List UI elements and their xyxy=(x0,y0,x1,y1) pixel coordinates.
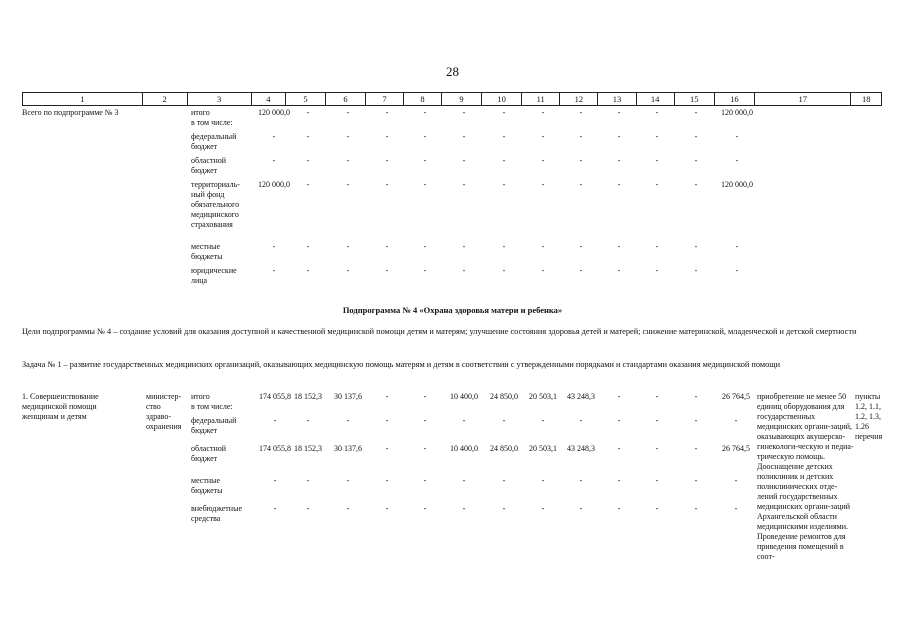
funding-source: федеральный бюджет xyxy=(191,132,237,151)
value-col-7: - xyxy=(385,504,389,513)
value-col-6: 30 137,6 xyxy=(334,392,362,401)
value-col-11: - xyxy=(541,476,545,485)
value-dash: - xyxy=(541,108,545,117)
value-col-14: - xyxy=(655,476,659,485)
value-col-14: - xyxy=(655,416,659,425)
value-col-12: - xyxy=(579,416,583,425)
value-col-8: - xyxy=(423,444,427,453)
value-dash: - xyxy=(617,266,621,275)
value-col-7: - xyxy=(385,476,389,485)
column-header-4: 4 xyxy=(251,93,285,106)
value-dash: - xyxy=(385,242,389,251)
funding-source: федеральный бюджет xyxy=(191,416,237,435)
value-dash: - xyxy=(579,242,583,251)
column-header-12: 12 xyxy=(560,93,598,106)
value-col-7: - xyxy=(385,444,389,453)
value-col-15: - xyxy=(694,444,698,453)
value-col-7: - xyxy=(385,416,389,425)
value-dash: - xyxy=(694,132,698,141)
value-col-4: - xyxy=(272,266,276,275)
value-col-4: 174 055,8 xyxy=(259,444,291,453)
value-col-4: - xyxy=(273,416,277,425)
value-col-5: 18 152,3 xyxy=(294,392,322,401)
value-dash: - xyxy=(385,108,389,117)
value-col-12: - xyxy=(579,504,583,513)
funding-source: местные бюджеты xyxy=(191,242,223,261)
column-header-10: 10 xyxy=(482,93,522,106)
value-dash: - xyxy=(385,266,389,275)
value-col-11: - xyxy=(541,504,545,513)
value-dash: - xyxy=(423,132,427,141)
value-dash: - xyxy=(694,242,698,251)
page-number: 28 xyxy=(446,64,459,79)
value-dash: - xyxy=(541,132,545,141)
value-col-14: - xyxy=(655,504,659,513)
value-col-4: 174 055,8 xyxy=(259,392,291,401)
value-col-16: - xyxy=(735,266,739,275)
value-dash: - xyxy=(655,266,659,275)
value-dash: - xyxy=(655,180,659,189)
value-col-4: - xyxy=(272,156,276,165)
value-col-9: 10 400,0 xyxy=(450,444,478,453)
value-dash: - xyxy=(346,156,350,165)
column-header-5: 5 xyxy=(285,93,325,106)
value-dash: - xyxy=(502,156,506,165)
value-col-4: - xyxy=(272,242,276,251)
value-dash: - xyxy=(462,242,466,251)
column-header-13: 13 xyxy=(598,93,636,106)
value-dash: - xyxy=(541,156,545,165)
funding-source: областной бюджет xyxy=(191,156,227,175)
value-col-5: 18 152,3 xyxy=(294,444,322,453)
funding-source: юридические лица xyxy=(191,266,237,285)
block-name: Всего по подпрограмме № 3 xyxy=(22,108,119,117)
value-dash: - xyxy=(502,242,506,251)
value-col-13: - xyxy=(617,504,621,513)
value-col-10: 24 850,0 xyxy=(490,444,518,453)
value-col-14: - xyxy=(655,444,659,453)
column-header-14: 14 xyxy=(636,93,674,106)
measure-name: 1. Совершенствование медицинской помощи женщинам и детям xyxy=(22,392,99,421)
value-dash: - xyxy=(579,180,583,189)
value-col-16: 26 764,5 xyxy=(722,444,750,453)
value-col-7: - xyxy=(385,392,389,401)
column-header-15: 15 xyxy=(674,93,714,106)
executor: министер- ство здраво- охранения xyxy=(146,392,182,431)
value-col-6: - xyxy=(346,476,350,485)
value-dash: - xyxy=(541,180,545,189)
value-col-5: - xyxy=(306,416,310,425)
value-dash: - xyxy=(694,266,698,275)
value-dash: - xyxy=(617,180,621,189)
value-col-16: - xyxy=(734,416,738,425)
column-header-1: 1 xyxy=(23,93,143,106)
value-col-8: - xyxy=(423,416,427,425)
value-col-15: - xyxy=(694,392,698,401)
value-col-12: 43 248,3 xyxy=(567,444,595,453)
value-dash: - xyxy=(541,242,545,251)
value-dash: - xyxy=(306,180,310,189)
value-dash: - xyxy=(306,108,310,117)
value-dash: - xyxy=(423,108,427,117)
value-col-11: - xyxy=(541,416,545,425)
value-dash: - xyxy=(462,132,466,141)
value-dash: - xyxy=(385,156,389,165)
value-dash: - xyxy=(541,266,545,275)
value-dash: - xyxy=(502,180,506,189)
value-col-8: - xyxy=(423,504,427,513)
value-dash: - xyxy=(694,108,698,117)
value-col-13: - xyxy=(617,476,621,485)
value-col-15: - xyxy=(694,416,698,425)
value-dash: - xyxy=(462,108,466,117)
column-header-6: 6 xyxy=(325,93,365,106)
value-dash: - xyxy=(346,132,350,141)
value-dash: - xyxy=(462,180,466,189)
value-col-9: - xyxy=(462,416,466,425)
value-dash: - xyxy=(346,180,350,189)
value-dash: - xyxy=(306,242,310,251)
value-dash: - xyxy=(423,180,427,189)
value-col-12: 43 248,3 xyxy=(567,392,595,401)
value-col-10: 24 850,0 xyxy=(490,392,518,401)
value-col-10: - xyxy=(502,476,506,485)
value-col-16: 26 764,5 xyxy=(722,392,750,401)
value-col-5: - xyxy=(306,504,310,513)
value-col-9: 10 400,0 xyxy=(450,392,478,401)
column-header-11: 11 xyxy=(522,93,560,106)
value-col-6: - xyxy=(346,504,350,513)
value-dash: - xyxy=(423,156,427,165)
value-dash: - xyxy=(694,156,698,165)
value-col-16: - xyxy=(734,504,738,513)
value-dash: - xyxy=(579,108,583,117)
value-dash: - xyxy=(655,132,659,141)
value-dash: - xyxy=(502,132,506,141)
value-col-4: - xyxy=(273,504,277,513)
value-dash: - xyxy=(502,108,506,117)
funding-source: итого в том числе: xyxy=(191,392,233,411)
goals-paragraph: Цели подпрограммы № 4 – создание условий для оказания доступной и качественной медицинской помощи детям и матерям; улучшение состояния здоровья детей и матерей; снижение материнской, младенческой и детской смертности xyxy=(22,327,857,336)
value-col-9: - xyxy=(462,504,466,513)
funding-source: местные бюджеты xyxy=(191,476,223,495)
subprogram-title: Подпрограмма № 4 «Охрана здоровья матери и ребенка» xyxy=(342,305,563,315)
value-col-10: - xyxy=(502,504,506,513)
value-dash: - xyxy=(617,108,621,117)
value-dash: - xyxy=(579,156,583,165)
value-dash: - xyxy=(385,132,389,141)
value-col-15: - xyxy=(694,476,698,485)
value-dash: - xyxy=(579,266,583,275)
value-col-11: 20 503,1 xyxy=(529,392,557,401)
value-col-14: - xyxy=(655,392,659,401)
value-dash: - xyxy=(462,266,466,275)
value-dash: - xyxy=(655,108,659,117)
value-col-8: - xyxy=(423,476,427,485)
value-col-13: - xyxy=(617,416,621,425)
value-col-6: - xyxy=(346,416,350,425)
value-col-15: - xyxy=(694,504,698,513)
value-col-16: - xyxy=(735,156,739,165)
expected-result: приобретение не менее 50 единиц оборудования для государственных медицинских органи-заций, оказывающих акушерско-гинекологи-ческую и педиа-трическую помощь. Дооснащение детских поликлиник и детских поликлинических отде-лений государственных медицинских органи-заций Архангельской области медицинскими изделиями. Проведение ремонтов для приведения помещений в соот- xyxy=(757,392,854,561)
value-dash: - xyxy=(462,156,466,165)
value-dash: - xyxy=(385,180,389,189)
column-header-9: 9 xyxy=(442,93,482,106)
value-dash: - xyxy=(423,242,427,251)
column-header-16: 16 xyxy=(714,93,754,106)
value-dash: - xyxy=(502,266,506,275)
value-col-4: 120 000,0 xyxy=(258,180,290,189)
funding-source: итого в том числе: xyxy=(191,108,233,127)
value-dash: - xyxy=(346,108,350,117)
value-dash: - xyxy=(617,156,621,165)
value-dash: - xyxy=(579,132,583,141)
value-dash: - xyxy=(617,132,621,141)
value-dash: - xyxy=(306,156,310,165)
value-dash: - xyxy=(423,266,427,275)
value-col-9: - xyxy=(462,476,466,485)
funding-source: территориаль- ный фонд обязательного медицинского страхования xyxy=(191,180,240,229)
value-col-13: - xyxy=(617,392,621,401)
value-dash: - xyxy=(617,242,621,251)
value-col-12: - xyxy=(579,476,583,485)
value-col-16: - xyxy=(735,242,739,251)
value-col-16: 120 000,0 xyxy=(721,108,753,117)
value-col-6: 30 137,6 xyxy=(334,444,362,453)
indicator-references: пункты 1.2, 1.1, 1.2, 1.3, 1.26 перечня xyxy=(855,392,883,441)
value-col-4: - xyxy=(273,476,277,485)
task-paragraph: Задача № 1 – развитие государственных медицинских организаций, оказывающих медицинскую помощь матерям и детям в соответствии с утвержденными порядками и стандартами оказания медицинской помощи xyxy=(22,360,781,369)
value-col-10: - xyxy=(502,416,506,425)
value-col-16: - xyxy=(734,476,738,485)
funding-source: внебюджетные средства xyxy=(191,504,242,523)
value-col-13: - xyxy=(617,444,621,453)
column-header-17: 17 xyxy=(754,93,850,106)
value-col-4: 120 000,0 xyxy=(258,108,290,117)
value-dash: - xyxy=(346,242,350,251)
column-header-8: 8 xyxy=(403,93,441,106)
value-col-5: - xyxy=(306,476,310,485)
column-header-2: 2 xyxy=(142,93,187,106)
value-dash: - xyxy=(306,266,310,275)
funding-source: областной бюджет xyxy=(191,444,227,463)
value-dash: - xyxy=(655,156,659,165)
value-col-16: 120 000,0 xyxy=(721,180,753,189)
value-col-4: - xyxy=(272,132,276,141)
column-number-header xyxy=(22,92,882,106)
value-dash: - xyxy=(346,266,350,275)
column-header-7: 7 xyxy=(365,93,403,106)
value-col-11: 20 503,1 xyxy=(529,444,557,453)
column-header-18: 18 xyxy=(851,93,882,106)
value-col-16: - xyxy=(735,132,739,141)
value-col-8: - xyxy=(423,392,427,401)
value-dash: - xyxy=(306,132,310,141)
value-dash: - xyxy=(694,180,698,189)
value-dash: - xyxy=(655,242,659,251)
column-header-3: 3 xyxy=(187,93,251,106)
